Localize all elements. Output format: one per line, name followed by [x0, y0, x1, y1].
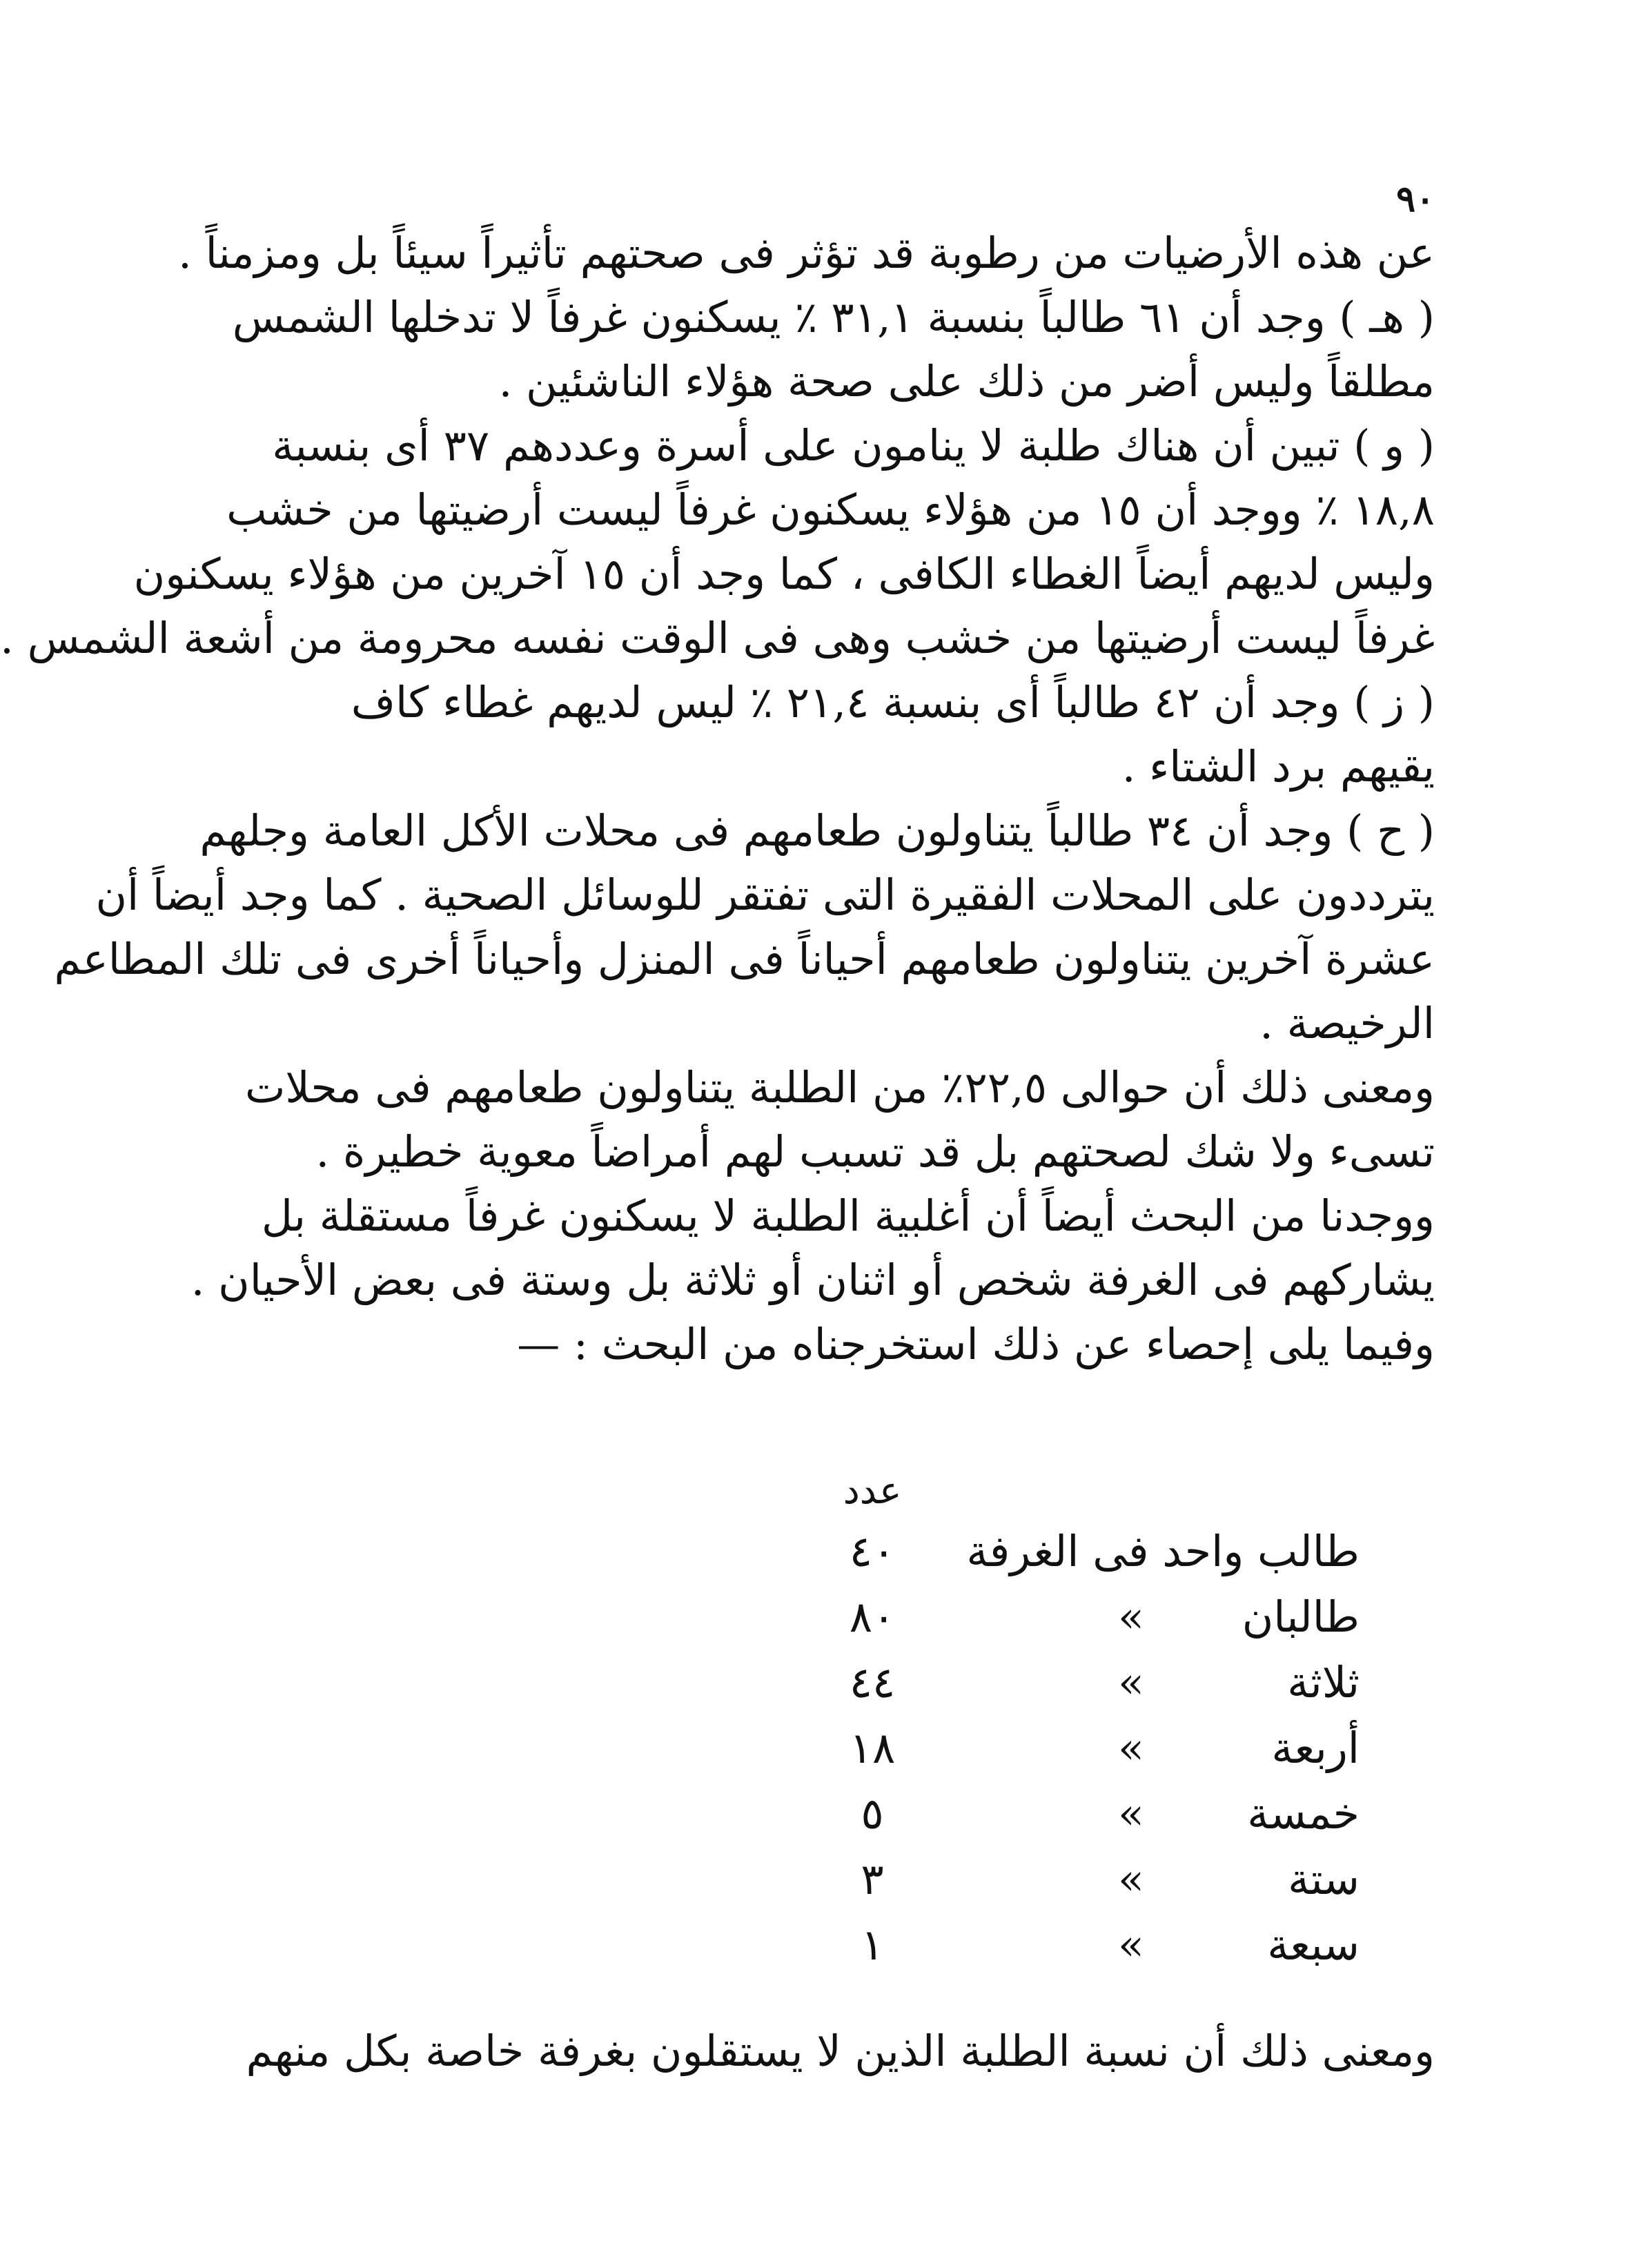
count-column-header: عدد	[843, 1469, 902, 1512]
ditto-mark: »	[1118, 1919, 1144, 1970]
text-line: ومعنى ذلك أن حوالى ٢٢,٥٪ من الطلبة يتناولون طعامهم فى محلات	[244, 1062, 1435, 1113]
text-line: ووجدنا من البحث أيضاً أن أغلبية الطلبة لا يسكنون غرفاً مستقلة بل	[261, 1191, 1435, 1241]
text-line: تسىء ولا شك لصحتهم بل قد تسبب لهم أمراضاً معوية خطيرة .	[315, 1126, 1435, 1177]
row-count: ٨٠	[849, 1592, 896, 1642]
text-line: ( ز ) وجد أن ٤٢ طالباً أى بنسبة ٢١,٤ ٪ ليس لديهم غطاء كاف	[351, 677, 1435, 727]
row-label: أربعة	[1271, 1723, 1360, 1773]
text-line: عن هذه الأرضيات من رطوبة قد تؤثر فى صحتهم تأثيراً سيئاً بل ومزمناً .	[178, 228, 1435, 278]
table-row	[168, 1912, 1648, 1977]
row-count: ١	[861, 1919, 884, 1970]
text-line: عشرة آخرين يتناولون طعامهم أحياناً فى المنزل وأحياناً أخرى فى تلك المطاعم	[54, 934, 1435, 984]
row-label: ثلاثة	[1287, 1657, 1360, 1708]
text-line: مطلقاً وليس أضر من ذلك على صحة هؤلاء الناشئين .	[498, 356, 1435, 407]
text-line: الرخيصة .	[1259, 998, 1435, 1048]
text-line: وليس لديهم أيضاً الغطاء الكافى ، كما وجد أن ١٥ آخرين من هؤلاء يسكنون	[133, 549, 1435, 599]
table-row	[168, 1846, 1648, 1912]
text-line: يشاركهم فى الغرفة شخص أو اثنان أو ثلاثة بل وستة فى بعض الأحيان .	[190, 1255, 1435, 1305]
ditto-mark: »	[1118, 1657, 1144, 1708]
row-label: طالبان	[1242, 1592, 1360, 1642]
table-row	[168, 1518, 1648, 1584]
row-label: سبعة	[1267, 1919, 1360, 1970]
body-text	[0, 221, 1435, 1376]
ditto-mark: »	[1118, 1723, 1144, 1773]
table-row	[168, 1715, 1648, 1781]
ditto-mark: »	[1118, 1788, 1144, 1839]
row-count: ٤٤	[849, 1657, 896, 1708]
row-label: خمسة	[1247, 1788, 1360, 1839]
row-label: طالب واحد فى الغرفة	[966, 1526, 1360, 1576]
text-line: ١٨,٨ ٪ ووجد أن ١٥ من هؤلاء يسكنون غرفاً ليست أرضيتها من خشب	[226, 485, 1435, 535]
text-line: ( و ) تبين أن هناك طلبة لا ينامون على أسرة وعددهم ٣٧ أى بنسبة	[272, 420, 1435, 471]
row-count: ٤٠	[849, 1526, 896, 1576]
row-count: ١٨	[849, 1723, 896, 1773]
text-line: غرفاً ليست أرضيتها من خشب وهى فى الوقت نفسه محرومة من أشعة الشمس .	[0, 613, 1435, 663]
ditto-mark: »	[1118, 1592, 1144, 1642]
text-line: يترددون على المحلات الفقيرة التى تفتقر للوسائل الصحية . كما وجد أيضاً أن	[95, 870, 1435, 920]
closing-text-line: ومعنى ذلك أن نسبة الطلبة الذين لا يستقلون بغرفة خاصة بكل منهم	[246, 2026, 1435, 2076]
row-count: ٣	[861, 1854, 884, 1904]
row-count: ٥	[861, 1788, 884, 1839]
text-line: يقيهم برد الشتاء .	[1121, 741, 1435, 792]
text-line: ( ح ) وجد أن ٣٤ طالباً يتناولون طعامهم فى محلات الأكل العامة وجلهم	[199, 805, 1435, 856]
table-row	[168, 1650, 1648, 1715]
text-line: ( هـ ) وجد أن ٦١ طالباً بنسبة ٣١,١ ٪ يسكنون غرفاً لا تدخلها الشمس	[232, 292, 1435, 342]
text-line: وفيما يلى إحصاء عن ذلك استخرجناه من البحث : —	[517, 1319, 1435, 1369]
table-row	[168, 1781, 1648, 1846]
ditto-mark: »	[1118, 1854, 1144, 1904]
page-number: ٩٠	[1396, 178, 1435, 220]
row-label: ستة	[1288, 1854, 1360, 1904]
table-row	[168, 1584, 1648, 1650]
